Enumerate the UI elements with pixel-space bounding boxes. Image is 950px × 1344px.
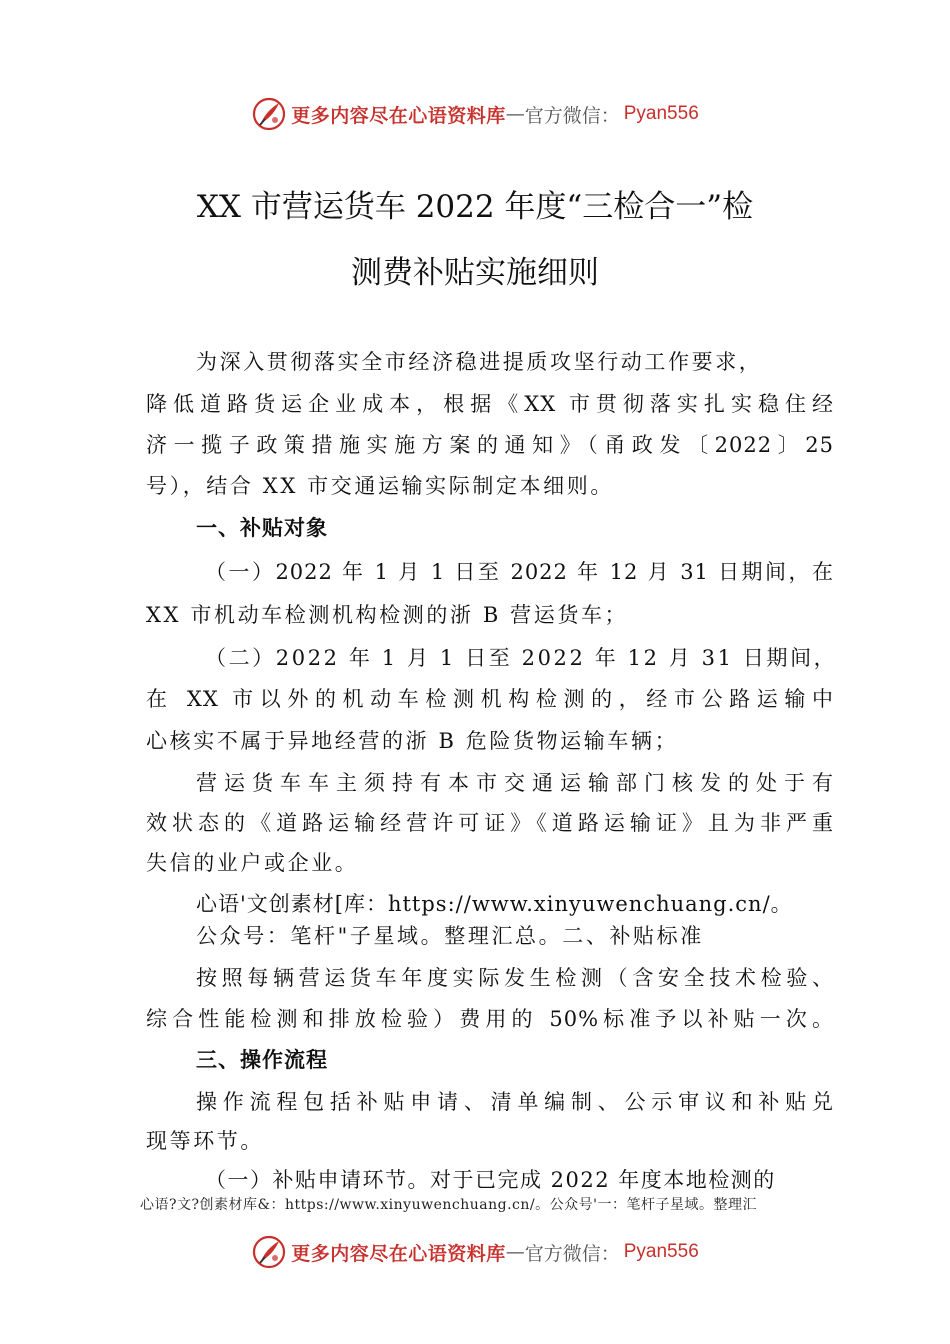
body-line: （一）2022 年 1 月 1 日至 2022 年 12 月 31 日期间，在 [205, 560, 834, 584]
footer-source-note: 心语?文?创素材库&：https://www.xinyuwenchuang.cn/。公众号'一：笔杆子星域。整理汇 [140, 1197, 757, 1213]
body-line: 在 XX 市以外的机动车检测机构检测的，经市公路运输中 [146, 687, 834, 711]
body-line: 心核实不属于异地经营的浙 B 危险货物运输车辆； [146, 729, 679, 753]
banner-wechat-label: 官方微信： [524, 104, 620, 127]
body-line: 心语'文创素材[库：https://www.xinyuwenchuang.cn/。 [196, 892, 793, 916]
banner-wechat-id: Pyan556 [623, 103, 699, 124]
section-heading: 一、补贴对象 [196, 516, 328, 540]
section-heading: 三、操作流程 [196, 1048, 328, 1072]
body-line: 营运货车车主须持有本市交通运输部门核发的处于有 [196, 771, 834, 795]
body-line: 为深入贯彻落实全市经济稳进提质攻坚行动工作要求， [196, 350, 763, 374]
banner-slogan: 更多内容尽在心语资料库 [291, 104, 506, 127]
body-line: （一）补贴申请环节。对于已完成 2022 年度本地检测的 [205, 1168, 776, 1192]
body-line: 失信的业户或企业。 [146, 851, 359, 875]
quill-pen-logo-icon [251, 1234, 287, 1270]
body-line: XX 市机动车检测机构检测的浙 B 营运货车； [146, 603, 629, 627]
body-line: 降低道路货运企业成本，根据《XX 市贯彻落实扎实稳住经 [146, 392, 834, 416]
body-line: （二）2022 年 1 月 1 日至 2022 年 12 月 31 日期间， [205, 646, 838, 670]
body-line: 操作流程包括补贴申请、清单编制、公示审议和补贴兑 [196, 1090, 834, 1114]
footer-banner [0, 1232, 950, 1272]
banner-wechat-label: 官方微信： [524, 1242, 620, 1265]
banner-slogan: 更多内容尽在心语资料库 [291, 1242, 506, 1265]
body-line: 号），结合 XX 市交通运输实际制定本细则。 [146, 474, 614, 498]
body-line: 济一揽子政策措施实施方案的通知》（甬政发〔2022〕25 [146, 433, 834, 457]
banner-separator: — [505, 1241, 525, 1263]
document-title-line-2: 测费补贴实施细则 [351, 255, 599, 291]
body-line: 公众号：笔杆"子星域。整理汇总。二、补贴标准 [196, 924, 704, 948]
body-line: 综合性能检测和排放检验）费用的 50%标准予以补贴一次。 [146, 1007, 834, 1031]
banner-separator: — [505, 103, 525, 125]
body-line: 现等环节。 [146, 1129, 264, 1153]
header-banner [0, 94, 950, 134]
banner-wechat-id: Pyan556 [623, 1241, 699, 1262]
body-line: 效状态的《道路运输经营许可证》《道路运输证》且为非严重 [146, 811, 834, 835]
document-title-line-1: XX 市营运货车 2022 年度“三检合一”检 [196, 189, 754, 225]
body-line: 按照每辆营运货车年度实际发生检测（含安全技术检验、 [196, 966, 834, 990]
quill-pen-logo-icon [251, 96, 287, 132]
